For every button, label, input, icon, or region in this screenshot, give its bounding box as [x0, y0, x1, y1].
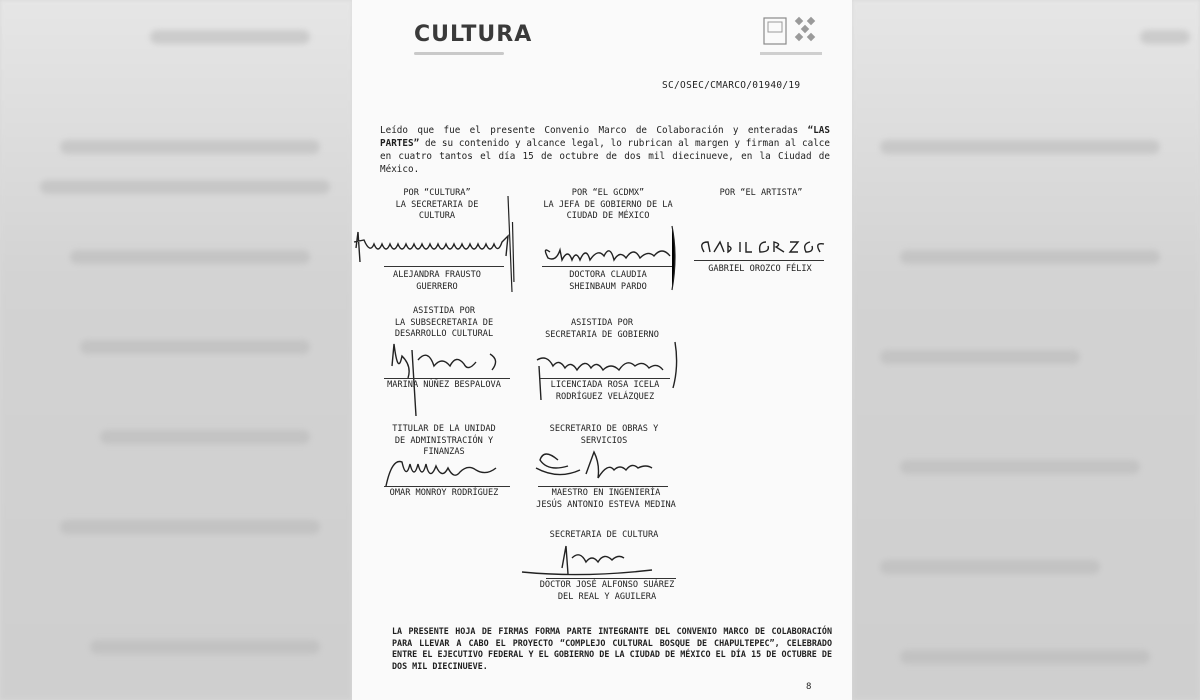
signatory-name-gcdmx — [530, 270, 686, 293]
signatory-name-seccultura — [512, 580, 702, 603]
signature-block-artista — [698, 188, 824, 200]
cdmx-crest-icon — [762, 14, 822, 50]
ghost-text — [40, 180, 330, 194]
signature-rule — [540, 378, 670, 379]
signatory-name: RODRÍGUEZ VELÁZQUEZ — [555, 391, 655, 402]
signature-rule — [538, 486, 668, 487]
ghost-text — [60, 520, 320, 534]
signature-obras — [528, 444, 668, 490]
cultura-logo: CULTURA — [414, 22, 533, 47]
block-heading: TITULAR DE LA UNIDAD — [392, 424, 496, 434]
block-heading: ASISTIDA POR — [412, 306, 476, 316]
logo-subtitle-mark — [414, 52, 504, 55]
block-heading: ASISTIDA POR — [570, 318, 634, 328]
block-title: CULTURA — [418, 211, 456, 221]
intro-text-end: de su contenido y alcance legal, lo rubrican al margen y firman al calce en cuatro tantos el día 15 de octubre de dos mil diecinueve, en la Ciudad de México. — [380, 138, 830, 175]
block-title: LA SECRETARIA DE — [395, 199, 479, 210]
signatory-name: JESÚS ANTONIO ESTEVA MEDINA — [536, 499, 676, 510]
signature-rule — [546, 578, 676, 579]
signatory-name-cultura — [372, 270, 502, 293]
page-number: 8 — [806, 682, 812, 692]
signatory-name: DOCTORA CLAUDIA — [569, 270, 647, 280]
signatory-name: GUERRERO — [416, 281, 458, 292]
intro-paragraph — [380, 124, 830, 176]
ghost-text — [80, 340, 310, 354]
ghost-text — [880, 140, 1160, 154]
crest-subtitle-mark — [760, 52, 822, 55]
block-heading: SECRETARIO DE OBRAS Y — [549, 424, 659, 434]
signature-subsecretaria — [372, 336, 522, 422]
signature-block-cultura — [372, 188, 502, 223]
ghost-text — [900, 650, 1150, 664]
document-page — [352, 0, 852, 700]
signatory-name: SHEINBAUM PARDO — [569, 281, 647, 292]
block-heading: POR “CULTURA” — [403, 188, 471, 198]
block-heading: POR “EL GCDMX” — [571, 188, 645, 198]
signatory-name: ALEJANDRA FRAUSTO — [393, 270, 481, 280]
ghost-text — [100, 430, 310, 444]
signatory-name: GABRIEL OROZCO FÉLIX — [708, 264, 812, 274]
intro-bold: “LAS PARTES” — [380, 125, 830, 149]
block-title: DESARROLLO CULTURAL — [394, 329, 494, 339]
block-title: DE ADMINISTRACIÓN Y — [394, 435, 494, 446]
block-title: LA SUBSECRETARIA DE — [394, 317, 494, 328]
signatory-name-administracion — [374, 488, 514, 500]
block-title: FINANZAS — [423, 447, 465, 457]
ghost-text — [60, 140, 320, 154]
signatory-name-obras — [514, 488, 698, 511]
block-heading: SECRETARIA DE CULTURA — [549, 530, 659, 540]
block-title: SECRETARIA DE GOBIERNO — [545, 329, 659, 340]
ghost-text — [900, 460, 1140, 474]
signature-rule — [384, 266, 504, 267]
signatory-name-artista — [690, 264, 830, 276]
signatory-name-subsecretaria — [374, 380, 514, 392]
ghost-text — [70, 250, 310, 264]
block-title: CIUDAD DE MÉXICO — [566, 211, 650, 221]
signature-rule — [384, 486, 510, 487]
ghost-text — [90, 640, 320, 654]
signature-seccultura — [502, 540, 702, 580]
ghost-text — [880, 350, 1080, 364]
signatory-name: MARINA NÚÑEZ BESPALOVA — [387, 380, 501, 390]
signature-rule — [542, 266, 672, 267]
footer-paragraph: LA PRESENTE HOJA DE FIRMAS FORMA PARTE INTEGRANTE DEL CONVENIO MARCO DE COLABORACIÓN PARA LLEVAR A CABO EL PROYECTO “COMPLEJO CULTURAL BOSQUE DE CHAPULTEPEC”, CELEBRADO ENTRE EL EJECUTIVO FEDERAL Y EL GOBIERNO DE LA CIUDAD DE MÉXICO EL DÍA 15 DE OCTUBRE DE DOS MIL DIECINUEVE. — [392, 626, 832, 671]
block-heading: POR “EL ARTISTA” — [719, 188, 803, 198]
block-title: SERVICIOS — [580, 435, 628, 446]
document-reference: SC/OSEC/CMARCO/01940/19 — [662, 80, 801, 91]
signatory-name: DEL REAL Y AGUILERA — [557, 591, 657, 602]
block-title: LA JEFA DE GOBIERNO DE LA — [543, 199, 673, 210]
signatory-name-secgobierno — [528, 380, 682, 403]
ghost-text — [880, 560, 1100, 574]
intro-text: Leído que fue el presente Convenio Marco de Colaboración y enteradas — [380, 125, 808, 136]
ghost-text — [1140, 30, 1190, 44]
signatory-name: LICENCIADA ROSA ICELA — [550, 380, 660, 390]
signatory-name: MAESTRO EN INGENIERÍA — [551, 488, 661, 498]
ghost-text — [150, 30, 310, 44]
signature-rule — [384, 378, 510, 379]
signatory-name: OMAR MONROY RODRÍGUEZ — [389, 488, 499, 498]
signatory-name: DOCTOR JOSÉ ALFONSO SUÁREZ — [539, 580, 675, 590]
signature-rule — [694, 260, 824, 261]
signature-artista — [694, 236, 834, 260]
ghost-text — [900, 250, 1160, 264]
